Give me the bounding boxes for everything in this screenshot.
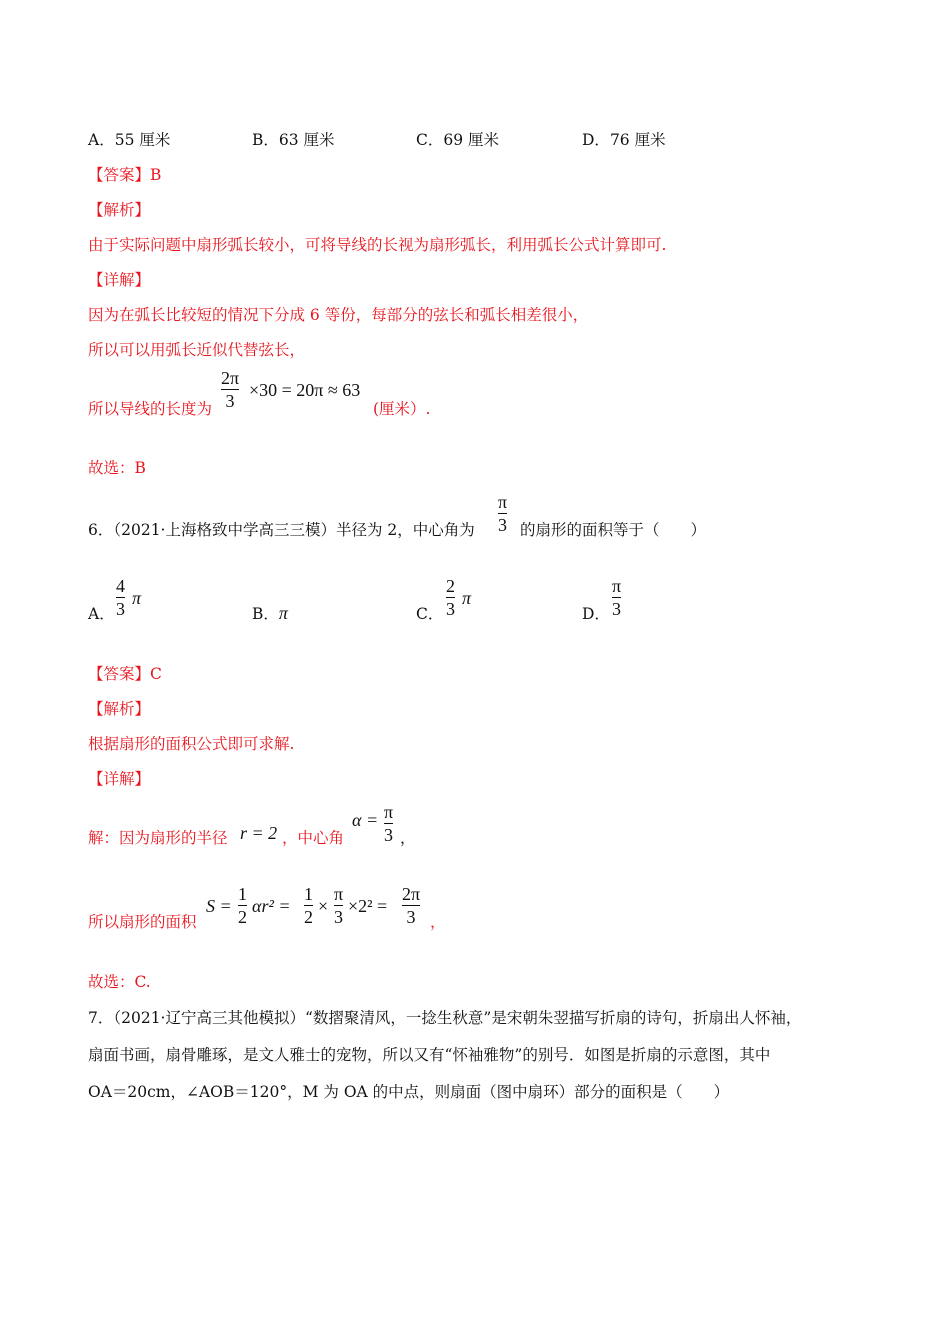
option-d: D．76 厘米 [582, 131, 666, 149]
option-a-pi: π [132, 588, 142, 608]
formula-fraction: 2π 3 [221, 368, 240, 411]
area-fraction-3: π 3 [334, 884, 344, 927]
option-b: B．63 厘米 [252, 131, 335, 149]
alpha-equation: α = [352, 810, 379, 830]
stem-fraction: π 3 [498, 492, 508, 535]
detail-line-3: 所以导线的长度为 [88, 400, 213, 418]
question-7-line-1: 7．（2021·辽宁高三其他模拟）“数摺聚清风，一捻生秋意”是宋朝朱翌描写折扇的诗句，折扇出人怀袖， [88, 1009, 802, 1027]
option-c-fraction: 2 3 [446, 576, 455, 619]
option-c: C．69 厘米 [416, 131, 500, 149]
option-c: C． [416, 605, 444, 623]
analysis-label: 【解析】 [88, 700, 151, 718]
detail-line-1: 因为在弧长比较短的情况下分成 6 等份，每部分的弦长和弧长相差很小， [88, 306, 589, 324]
formula-rest: ×30 = 20π ≈ 63 [249, 380, 361, 400]
detail-label: 【详解】 [88, 770, 151, 788]
radius-equation: r = 2 [240, 823, 278, 843]
alpha-fraction: π 3 [384, 802, 394, 845]
solution-line: 解：因为扇形的半径 [88, 829, 228, 847]
analysis-text: 由于实际问题中扇形弧长较小，可将导线的长视为扇形弧长，利用弧长公式计算即可. [88, 236, 667, 254]
detail-line-2: 所以可以用弧长近似代替弦长， [88, 341, 306, 359]
option-d: D． [582, 605, 610, 623]
option-c-pi: π [462, 588, 472, 608]
analysis-label: 【解析】 [88, 201, 151, 219]
area-end: ， [430, 913, 446, 931]
conclusion: 故选：B [88, 459, 146, 477]
option-a-fraction: 4 3 [116, 576, 125, 619]
conclusion: 故选：C. [88, 973, 151, 991]
question-7-line-2: 扇面书画，扇骨雕琢，是文人雅士的宠物，所以又有“怀袖雅物”的别号．如图是折扇的示意图，其中 [88, 1046, 771, 1064]
area-times: × [318, 896, 329, 916]
area-term-3: ×2² = [348, 896, 388, 916]
option-d-fraction: π 3 [612, 576, 622, 619]
area-fraction-4: 2π 3 [402, 884, 421, 927]
solution-end: ， [400, 829, 416, 847]
area-s: S = [206, 896, 232, 916]
detail-label: 【详解】 [88, 271, 151, 289]
solution-mid: ，中心角 [282, 829, 345, 847]
option-a: A．55 厘米 [88, 131, 171, 149]
area-line: 所以扇形的面积 [88, 913, 197, 931]
option-b: B．π [252, 603, 288, 623]
answer-label: 【答案】C [88, 665, 162, 683]
area-fraction-1: 1 2 [238, 884, 247, 927]
area-term-1: αr² = [252, 896, 291, 916]
analysis-text: 根据扇形的面积公式即可求解. [88, 735, 295, 753]
question-6-stem: 6．（2021·上海格致中学高三三模）半径为 2，中心角为 [88, 521, 475, 539]
area-fraction-2: 1 2 [304, 884, 313, 927]
question-6-stem-suffix: 的扇形的面积等于（ ） [520, 521, 707, 539]
question-7-line-3: OA＝20cm，∠AOB＝120°，M 为 OA 的中点，则扇面（图中扇环）部分的面积是（ ） [88, 1083, 730, 1101]
answer-label: 【答案】B [88, 166, 162, 184]
detail-line-3-suffix: (厘米）. [373, 400, 431, 418]
option-a: A． [88, 605, 115, 623]
